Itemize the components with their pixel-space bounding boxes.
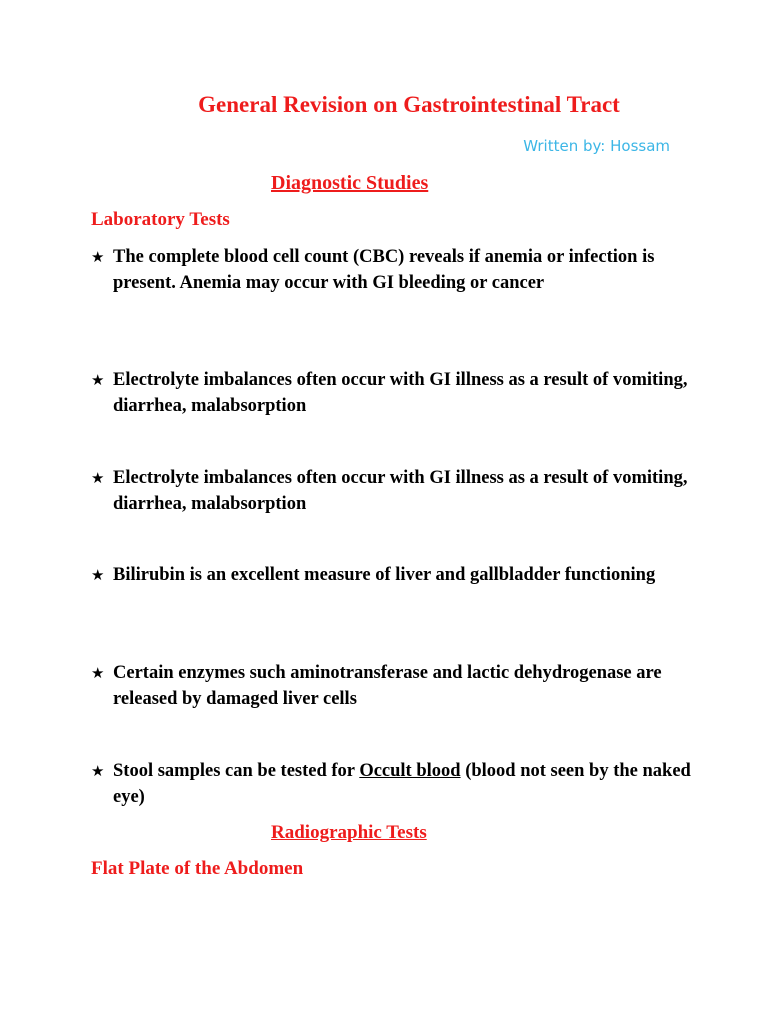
bullet-text-before: Stool samples can be tested for [113,761,360,781]
star-bullet-icon: ★ [91,248,105,266]
section-heading-diagnostic-studies: Diagnostic Studies [271,172,429,194]
underlined-term-occult-blood: Occult blood [359,761,461,781]
bullet-item-cbc [91,244,691,296]
star-bullet-icon: ★ [91,566,105,584]
bullet-text: Electrolyte imbalances often occur with GI illness as a result of vomiting, diarrhea, malabsorption [113,468,688,514]
bullet-item-bilirubin [91,562,691,588]
subheading-laboratory-tests: Laboratory Tests [91,209,230,230]
bullet-item-enzymes [91,660,691,712]
bullet-text: Bilirubin is an excellent measure of liver and gallbladder functioning [113,565,656,585]
document-title: General Revision on Gastrointestinal Tract [198,92,620,117]
bullet-text: The complete blood cell count (CBC) reveals if anemia or infection is present. Anemia may occur with GI bleeding or cancer [113,247,655,293]
star-bullet-icon: ★ [91,469,105,487]
bullet-item-electrolyte-2 [91,465,691,517]
author-line: Written by: Hossam [523,137,670,155]
section-heading-radiographic-tests: Radiographic Tests [271,822,427,843]
star-bullet-icon: ★ [91,371,105,389]
bullet-item-electrolyte-1 [91,367,691,419]
bullet-text: Certain enzymes such aminotransferase and lactic dehydrogenase are released by damaged liver cells [113,663,662,709]
bullet-text-after: (blood not seen by the naked eye) [113,761,691,807]
bullet-item-stool [91,758,691,810]
star-bullet-icon: ★ [91,762,105,780]
star-bullet-icon: ★ [91,664,105,682]
subheading-flat-plate-abdomen: Flat Plate of the Abdomen [91,858,304,879]
bullet-text: Electrolyte imbalances often occur with GI illness as a result of vomiting, diarrhea, malabsorption [113,370,688,416]
